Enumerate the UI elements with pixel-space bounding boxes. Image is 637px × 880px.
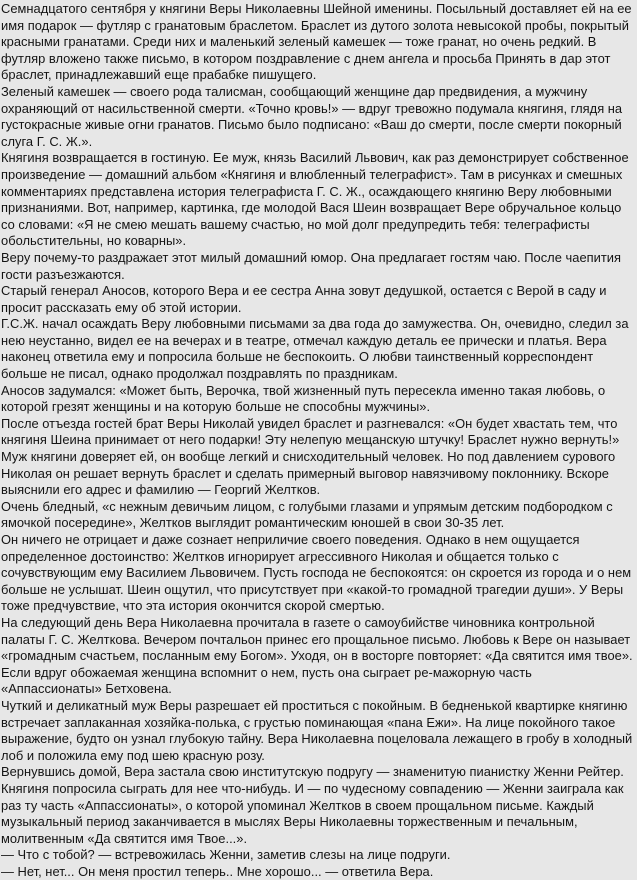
paragraph: Аносов задумался: «Может быть, Верочка, твой жизненный путь пересекла именно такая любовь, о которой грезят женщины и на которую больше не способны мужчины». (1, 382, 606, 415)
paragraph: — Нет, нет... Он меня простил теперь.. Мне хорошо... — ответила Вера. (1, 863, 434, 879)
paragraph: На следующий день Вера Николаевна прочитала в газете о самоубийстве чиновника контрольной палаты Г. С. Желткова. Вечером почтальон принес его прощальное письмо. Любовь к Вере он называет «громадным счастьем, посланным ему Богом». Уходя, он в восторге повторяет: «Да святится имя твое». Если вдруг обожаемая женщина вспомнит о нем, пусть она сыграет ре-мажорную часть «Аппассионаты» Бетховена. (1, 614, 633, 697)
paragraph: Г.С.Ж. начал осаждать Веру любовными письмами за два года до замужества. Он, очевидно, следил за нею неустанно, видел ее на вечерах и в театре, отмечал каждую деталь ее прически и платья. Вера наконец ответила ему и попросила больше не беспокоить. О любви таинственный корреспондент больше не писал, однако продолжал поздравлять по праздникам. (1, 316, 629, 382)
paragraph: Веру почему-то раздражает этот милый домашний юмор. Она предлагает гостям чаю. После чаепития гости разъезжаются. (1, 249, 621, 282)
paragraph: Княгиня возвращается в гостиную. Ее муж, князь Василий Львович, как раз демонстрирует собственное произведение — домашний альбом «Княгиня и влюбленный телеграфист». Там в рисунках и смешных комментариях представлена история телеграфиста Г. С. Ж., осаждающего княгиню Веру любовными признаниями. Вот, например, картинка, где молодой Вася Шеин возвращает Вере обручальное кольцо со словами: «Я не смею мешать вашему счастью, но мой долг предупредить тебя: телеграфисты обольстительны, но коварны». (1, 150, 629, 249)
paragraph: После отъезда гостей брат Веры Николай увидел браслет и разгневался: «Он будет хвастать тем, что княгиня Шеина принимает от него подарки! Эту нелепую мещанскую штучку! Браслет нужно вернуть!» (1, 415, 620, 448)
paragraph: Зеленый камешек — своего рода талисман, сообщающий женщине дар предвидения, а мужчину охраняющий от насильственной смерти. «Точно кровь!» — вдруг тревожно подумала княгиня, глядя на густокрасные живые огни гранатов. Письмо было подписано: «Ваш до смерти, после смерти покорный слуга Г. С. Ж.». (1, 83, 623, 149)
paragraph: Старый генерал Аносов, которого Вера и ее сестра Анна зовут дедушкой, остается с Верой в саду и просит рассказать ему об этой истории. (1, 283, 607, 315)
paragraph: Вернувшись домой, Вера застала свою институтскую подругу — знаменитую пианистку Женни Рейтер. Княгиня попросила сыграть для нее что-нибудь. И — по чудесному совпадению — Женни заиграла как раз ту часть «Аппассионаты», о которой упоминал Желтков в своем прощальном письме. Каждый музыкальный период заканчивается в мыслях Веры Николаевны торжественным и печальным, молитвенным «Да святится имя Твое...». (1, 764, 624, 846)
paragraph: — Что с тобой? — встревожилась Женни, заметив слезы на лице подруги. (1, 847, 451, 863)
paragraph: Он ничего не отрицает и даже сознает неприличие своего поведения. Однако в нем ощущается определенное достоинство: Желтков игнорирует агрессивного Николая и общается только с сочувствующим ему Василием Львовичем. Пусть господа не беспокоятся: он скроется из города и о нем больше не услышат. Шеин ощутил, что присутствует при «какой-то громадной трагедии души». У Веры тоже предчувствие, что эта история окончится скорой смертью. (1, 532, 632, 614)
paragraph: Муж княгини доверяет ей, он вообще легкий и снисходительный человек. Но под давлением сурового Николая он решает вернуть браслет и сделать примерный выговор навязчивому поклоннику. Вскоре выяснили его адрес и фамилию — Георгий Желтков. (1, 449, 616, 498)
paragraph: Чуткий и деликатный муж Веры разрешает ей проститься с покойным. В бедненькой квартирке княгиню встречает заплаканная хозяйка-полька, с грустью поминающая «пана Ежи». На лице покойного такое выражение, будто он узнал глубокую тайну. Вера Николаевна поцеловала лежащего в гробу в холодный лоб и положила ему под шею красную розу. (1, 697, 633, 763)
paragraph: Семнадцатого сентября у княгини Веры Николаевны Шейной именины. Посыльный доставляет ей на ее имя подарок — футляр с гранатовым браслетом. Браслет из дутого золота невысокой пробы, покрытый красными гранатами. Среди них и маленький зеленый камешек — тоже гранат, но очень редкий. В футляр вложено также письмо, в котором поздравление с днем ангела и просьба Принять в дар этот браслет, принадлежавший еще прабабке пишущего. (1, 1, 632, 83)
paragraph: Очень бледный, «с нежным девичьим лицом, с голубыми глазами и упрямым детским подбородком с ямочкой посередине», Желтков выглядит романтическим юношей в свои 30-35 лет. (1, 498, 613, 531)
